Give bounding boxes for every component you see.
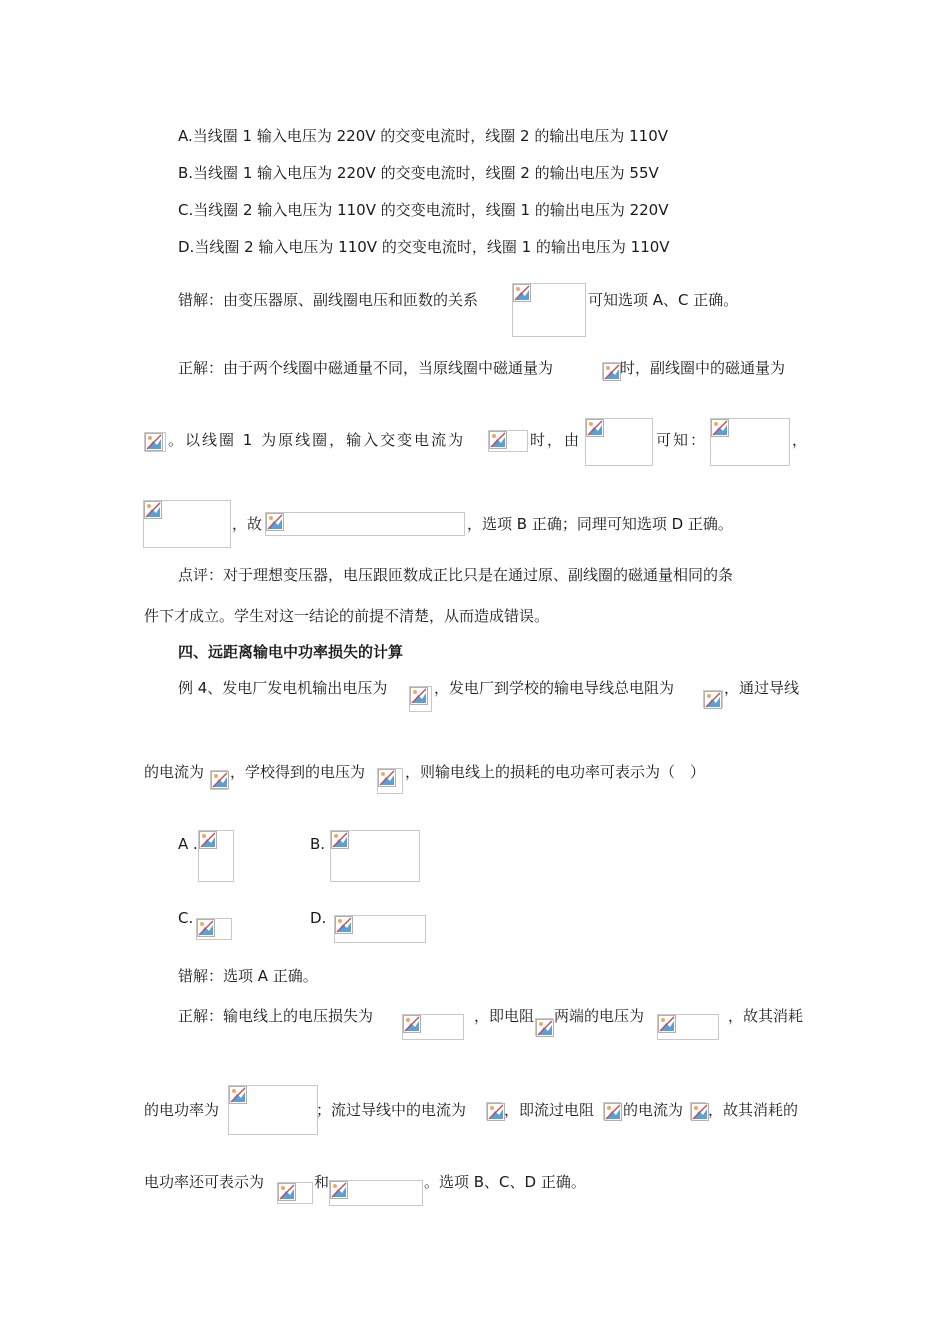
formula-image: [330, 830, 420, 882]
formula-image: [710, 418, 790, 466]
formula-image: [277, 1182, 313, 1204]
formula-image: [198, 830, 234, 882]
formula-image: [402, 1014, 464, 1040]
right-solution-text: ，: [792, 431, 808, 449]
right-solution-text: 。以线圈 1 为原线圈，输入交变电流为: [168, 431, 466, 449]
formula-image: [377, 768, 403, 794]
wrong-solution-text-end: 可知选项 A、C 正确。: [588, 291, 739, 309]
right-solution-text: 和: [314, 1173, 330, 1191]
section-heading: 四、远距离输电中功率损失的计算: [178, 643, 404, 661]
broken-image-icon: [197, 919, 215, 937]
broken-image-icon: [378, 769, 396, 787]
broken-image-icon: [266, 513, 284, 531]
example-text: ，学校得到的电压为: [230, 763, 366, 781]
right-solution-text: ，故其消耗: [728, 1007, 804, 1025]
broken-image-icon: [536, 1019, 554, 1037]
right-solution-text: 两端的电压为: [554, 1007, 645, 1025]
example-text: 例 4、发电厂发电机输出电压为: [178, 679, 388, 697]
formula-image: [143, 500, 231, 548]
formula-image: [228, 1085, 318, 1135]
right-solution-text: ，即电阻: [474, 1007, 535, 1025]
right-solution-text: ；流过导线中的电流为: [316, 1101, 467, 1119]
option-c: C.当线圈 2 输入电压为 110V 的交变电流时，线圈 1 的输出电压为 220V: [178, 201, 669, 219]
wrong-solution-text: 错解：选项 A 正确。: [178, 967, 318, 985]
right-solution-text: ，故其消耗的: [708, 1101, 799, 1119]
formula-image: [585, 418, 653, 466]
example-text: 的电流为: [144, 763, 205, 781]
comment-text: 点评：对于理想变压器，电压跟匝数成正比只是在通过原、副线圈的磁通量相同的条: [178, 566, 734, 584]
broken-image-icon: [229, 1086, 247, 1104]
formula-image: [409, 686, 432, 712]
right-solution-text: 电功率还可表示为: [144, 1173, 265, 1191]
right-solution-text-cont: 时，副线圈中的磁通量为: [620, 359, 786, 377]
broken-image-icon: [603, 363, 621, 381]
right-solution-text: ，故: [232, 515, 263, 533]
right-solution-text: ，选项 B 正确；同理可知选项 D 正确。: [467, 515, 733, 533]
broken-image-icon: [145, 433, 163, 451]
right-solution-text: 可知：: [656, 431, 708, 449]
right-solution-text: 。选项 B、C、D 正确。: [424, 1173, 586, 1191]
right-solution-text: 正解：由于两个线圈中磁通量不同，当原线圈中磁通量为: [178, 359, 554, 377]
formula-image: [512, 283, 586, 337]
formula-image: [329, 1180, 423, 1206]
broken-image-icon: [487, 1103, 505, 1121]
formula-image: [603, 1102, 621, 1120]
formula-image: [690, 1102, 706, 1120]
broken-image-icon: [335, 916, 353, 934]
formula-image: [657, 1014, 719, 1040]
broken-image-icon: [489, 431, 507, 449]
broken-image-icon: [278, 1183, 296, 1201]
option-d: D.当线圈 2 输入电压为 110V 的交变电流时，线圈 1 的输出电压为 110V: [178, 238, 670, 256]
broken-image-icon: [658, 1015, 676, 1033]
broken-image-icon: [199, 831, 217, 849]
right-solution-text: ，即流过电阻: [504, 1101, 595, 1119]
broken-image-icon: [331, 831, 349, 849]
choice-d-label: D.: [310, 909, 327, 927]
formula-image: [602, 362, 620, 380]
broken-image-icon: [604, 1103, 622, 1121]
right-solution-text: 正解：输电线上的电压损失为: [178, 1007, 374, 1025]
right-solution-text: 的电功率为: [144, 1101, 220, 1119]
broken-image-icon: [513, 284, 531, 302]
formula-image: [144, 432, 166, 452]
option-a: A.当线圈 1 输入电压为 220V 的交变电流时，线圈 2 的输出电压为 110V: [178, 127, 669, 145]
broken-image-icon: [711, 419, 729, 437]
formula-image: [535, 1018, 553, 1036]
comment-line-2: 件下才成立。学生对这一结论的前提不清楚，从而造成错误。: [144, 607, 550, 625]
example-text: ，发电厂到学校的输电导线总电阻为: [434, 679, 675, 697]
formula-image: [488, 430, 528, 452]
broken-image-icon: [330, 1181, 348, 1199]
comment-line-1: [178, 565, 806, 585]
option-b: B.当线圈 1 输入电压为 220V 的交变电流时，线圈 2 的输出电压为 55V: [178, 164, 659, 182]
formula-image: [334, 915, 426, 943]
broken-image-icon: [586, 419, 604, 437]
broken-image-icon: [691, 1103, 709, 1121]
broken-image-icon: [403, 1015, 421, 1033]
formula-image: [703, 690, 723, 708]
example-text: ，则输电线上的损耗的电功率可表示为（ ）: [405, 763, 706, 781]
formula-image: [265, 512, 465, 536]
right-solution-text: 的电流为: [623, 1101, 684, 1119]
choice-a-label: A .: [178, 835, 198, 853]
formula-image: [196, 918, 232, 940]
wrong-solution-text: 错解：由变压器原、副线圈电压和匝数的关系: [178, 291, 479, 309]
broken-image-icon: [410, 687, 428, 705]
formula-image: [210, 770, 228, 790]
example-text: ，通过导线: [724, 679, 800, 697]
broken-image-icon: [144, 501, 162, 519]
right-solution-text: 时，由: [530, 431, 582, 449]
choice-c-label: C.: [178, 909, 194, 927]
choice-b-label: B.: [310, 835, 326, 853]
broken-image-icon: [211, 771, 229, 789]
broken-image-icon: [704, 691, 722, 709]
formula-image: [486, 1102, 502, 1120]
